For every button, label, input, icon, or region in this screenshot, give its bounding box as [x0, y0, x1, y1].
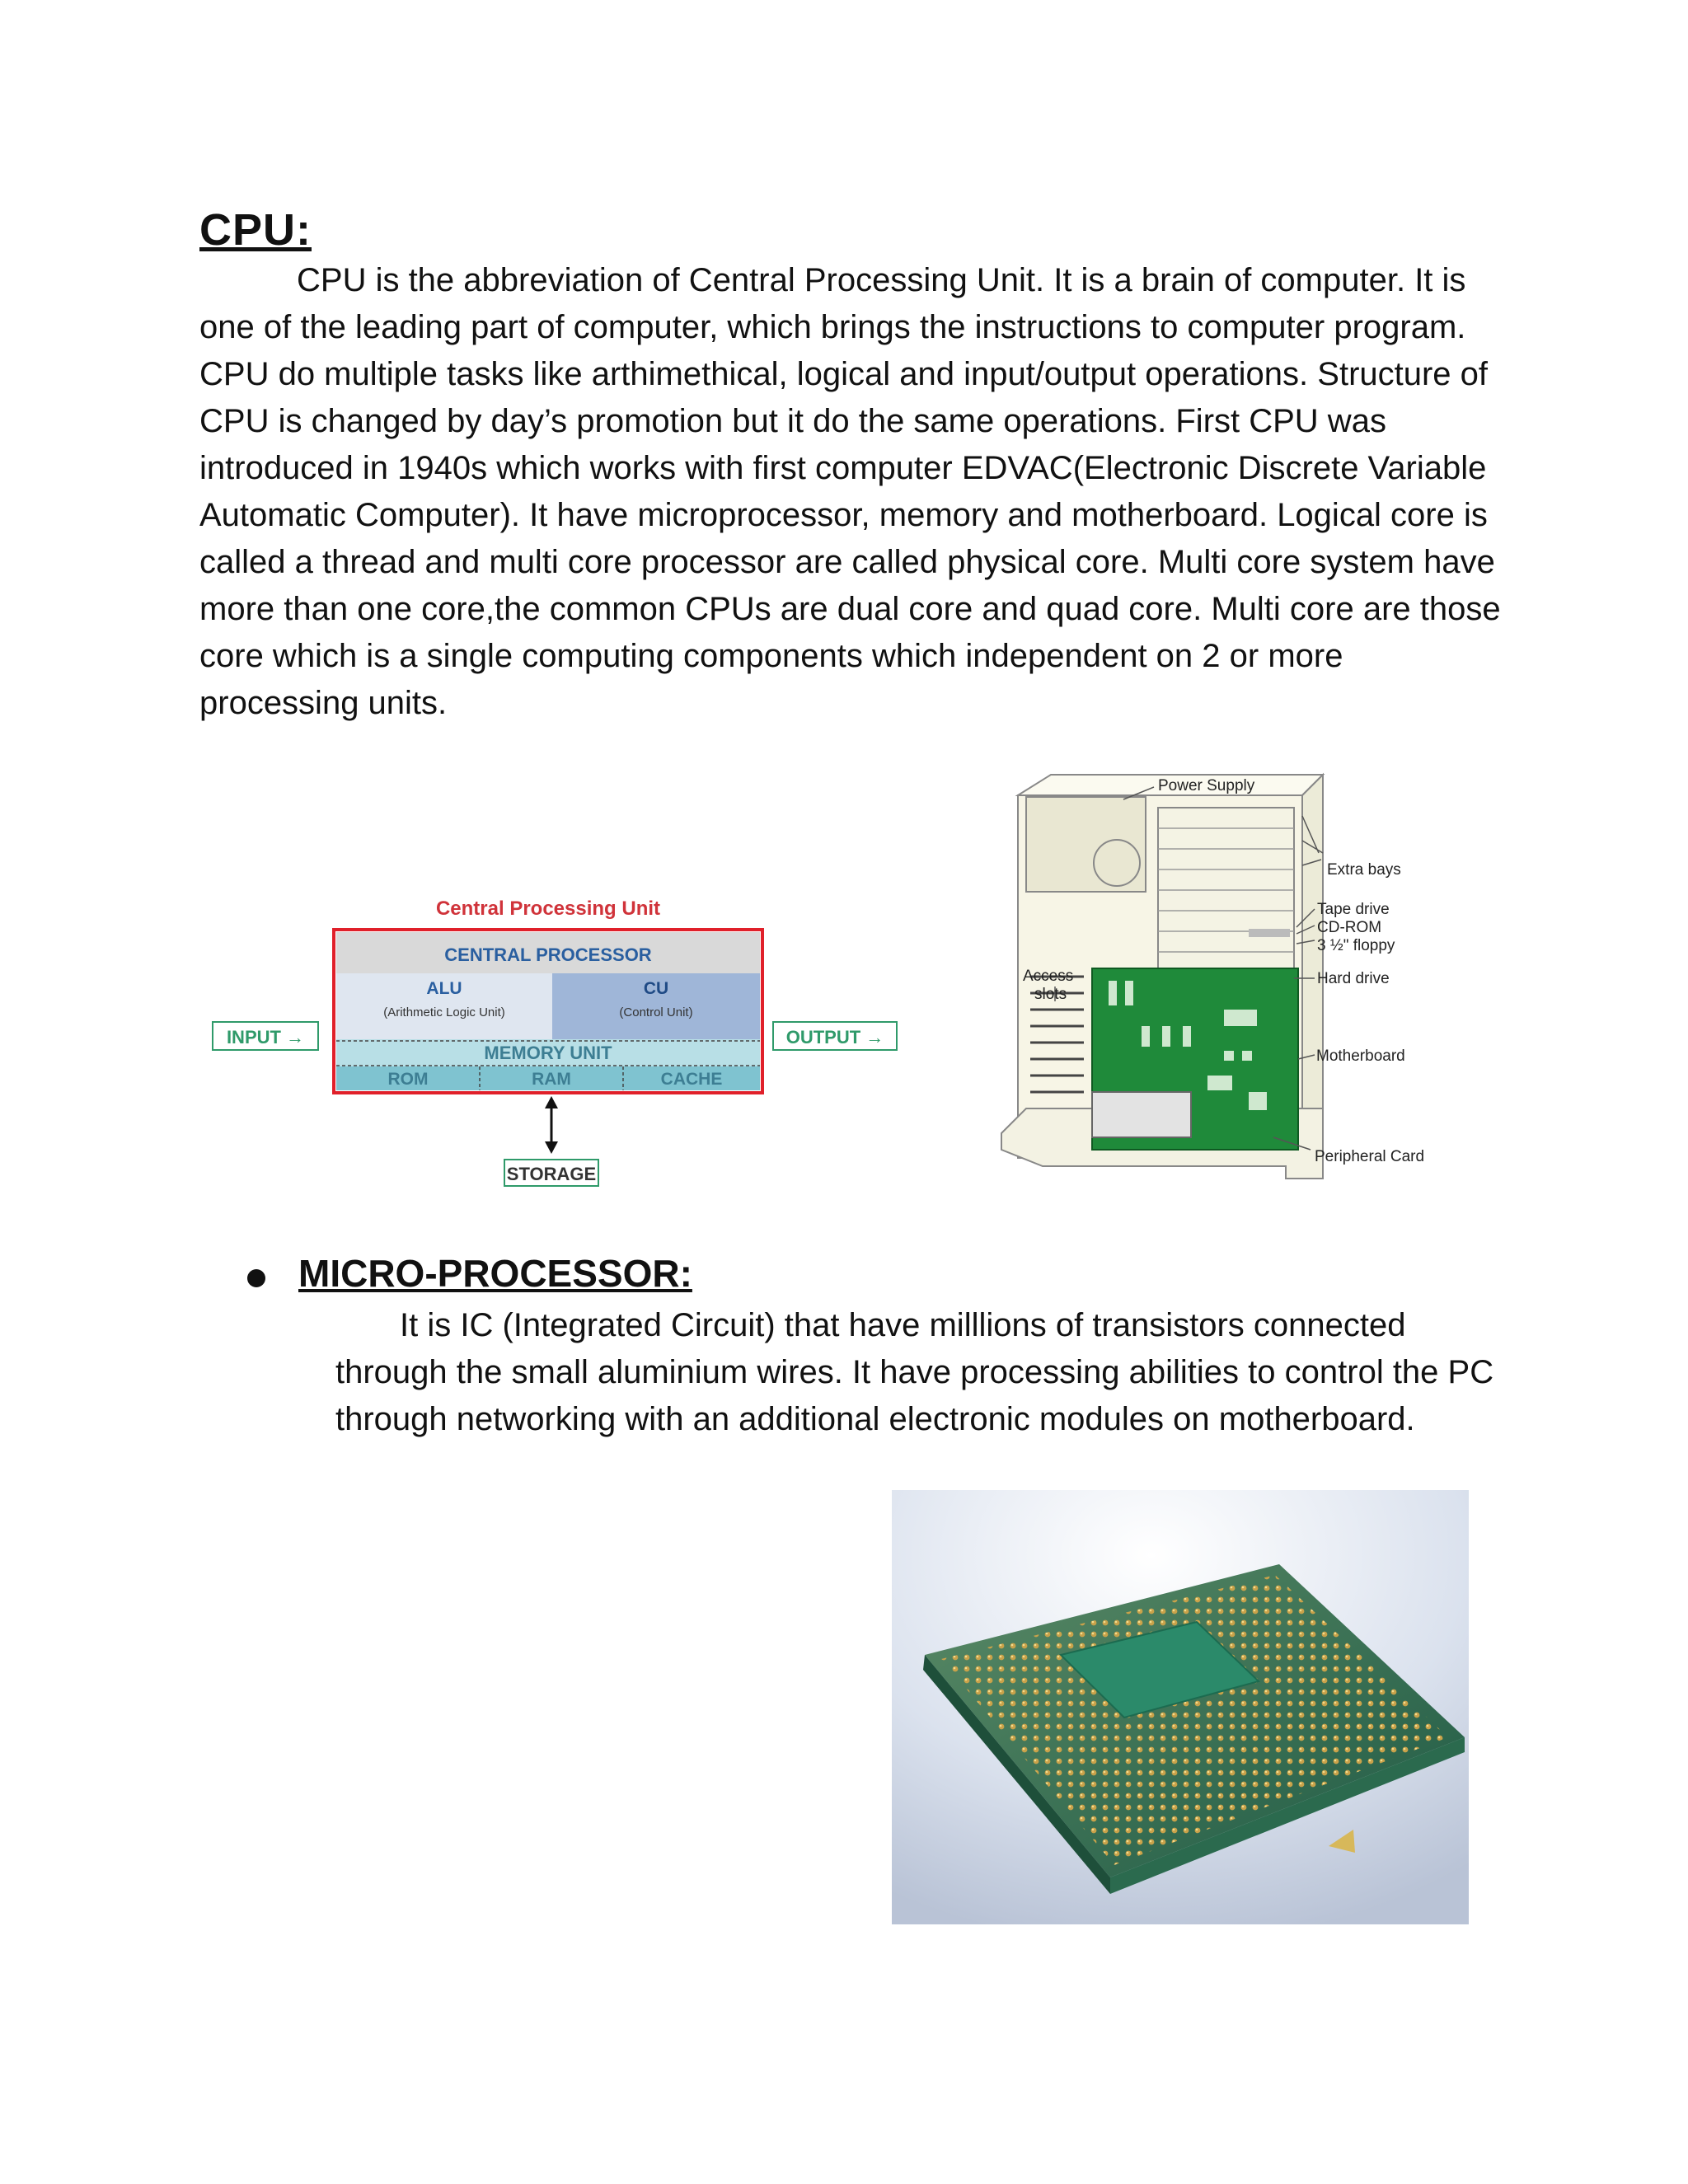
drive-cage: [1158, 808, 1294, 985]
cpu-diagram-svg: [206, 882, 915, 1195]
section-title: CPU:: [199, 205, 312, 255]
bullet-icon: [247, 1269, 265, 1287]
ram-label: RAM: [532, 1070, 571, 1089]
cpu-diagram-title: Central Processing Unit: [435, 898, 661, 920]
output-label: OUTPUT →: [785, 1027, 884, 1047]
rom-label: ROM: [387, 1070, 429, 1089]
subsection-paragraph: It is IC (Integrated Circuit) that have milllions of transistors connected through the small aluminium wires. It have processing abilities to control the PC through networking with an additional electronic modules on motherboard.: [335, 1307, 1494, 1437]
slots-label: slots: [1034, 986, 1067, 1003]
alu-label: ALU: [426, 979, 462, 998]
floppy-label: 3 ½" floppy: [1317, 937, 1395, 954]
cu-label: CU: [643, 979, 669, 998]
microprocessor-svg: [892, 1490, 1469, 1924]
alu-full-label: (Arithmetic Logic Unit): [383, 1005, 505, 1019]
cu-full-label: (Control Unit): [619, 1005, 693, 1019]
storage-arrow-icon: [545, 1096, 558, 1154]
processor-label: CENTRAL PROCESSOR: [444, 944, 652, 965]
pc-case-svg: [977, 762, 1512, 1203]
memory-unit-label: MEMORY UNIT: [484, 1043, 612, 1063]
input-label: INPUT →: [226, 1027, 305, 1047]
extra-bays-label: Extra bays: [1327, 861, 1401, 879]
power-supply-unit: [1026, 797, 1146, 892]
case-side-panel: [1302, 775, 1323, 1158]
storage-label: STORAGE: [506, 1164, 597, 1184]
peripheral-card-label: Peripheral Card: [1315, 1148, 1425, 1165]
hard-drive-label: Hard drive: [1317, 970, 1390, 987]
power-supply-label: Power Supply: [1158, 777, 1255, 794]
pc-case-illustration: [977, 762, 1512, 1203]
microprocessor-photo: [892, 1490, 1469, 1924]
cd-rom-label: CD-ROM: [1317, 919, 1382, 936]
section-paragraph: CPU is the abbreviation of Central Processing Unit. It is a brain of computer. It is one of the leading part of computer, which brings the instructions to computer program. CPU do multiple tasks like arthimethical, logical and input/output operations. Structure of CPU is changed by day’s promotion but it do the same operations. First CPU was introduced in 1940s which works with first computer EDVAC(Electronic Discrete Variable Automatic Computer). It have microprocessor, memory and motherboard. Logical core is called a thread and multi core processor are called physical core. Multi core system have more than one core,the common CPUs are dual core and quad core. Multi core are those core which is a single computing components which independent on 2 or more processing units.: [199, 262, 1501, 721]
cache-label: CACHE: [660, 1070, 723, 1089]
motherboard-label: Motherboard: [1316, 1047, 1405, 1065]
peripheral-card: [1092, 1092, 1191, 1137]
tape-drive-label: Tape drive: [1317, 901, 1390, 918]
cd-rom-slot: [1249, 929, 1290, 937]
cpu-block-diagram: [206, 882, 915, 1195]
subsection-title: MICRO-PROCESSOR:: [298, 1252, 692, 1295]
access-label: Access: [1023, 968, 1074, 985]
